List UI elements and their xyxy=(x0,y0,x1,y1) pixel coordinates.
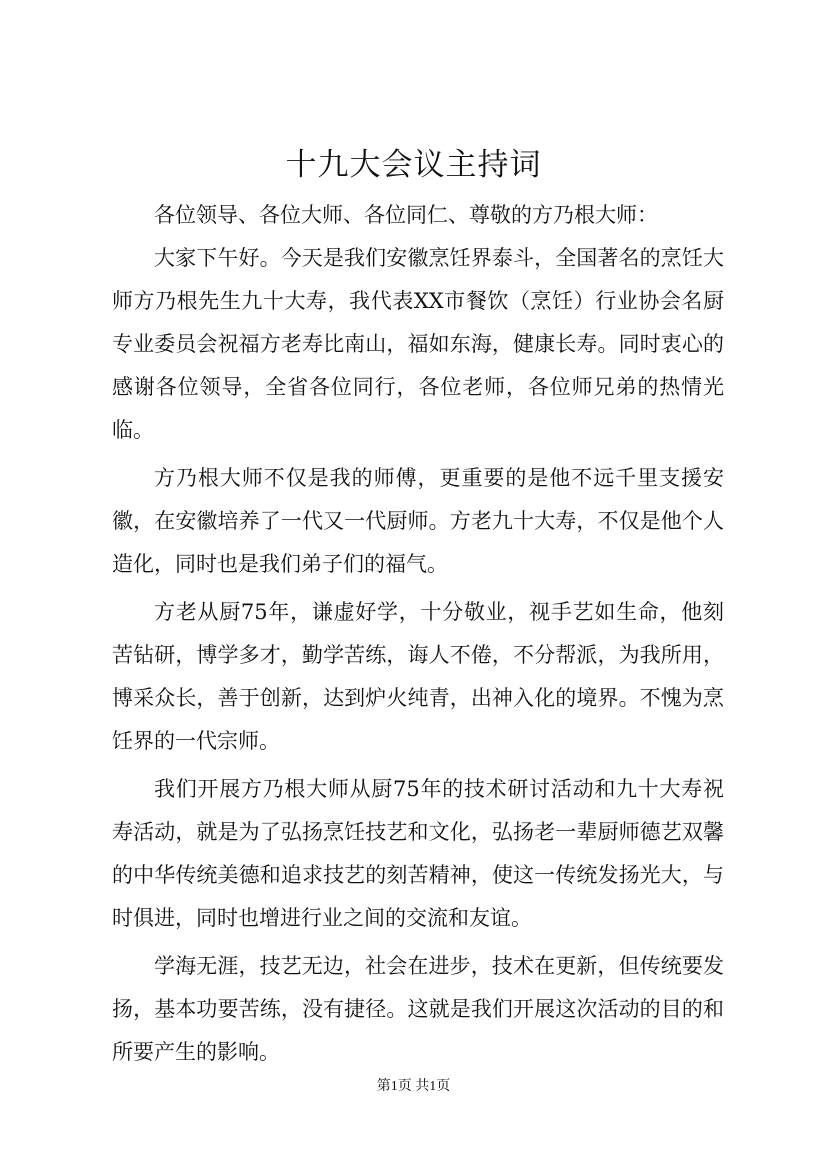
body-paragraph: 学海无涯，技艺无边，社会在进步，技术在更新，但传统要发扬，基本功要苦练，没有捷径。这就是我们开展这次活动的目的和所要产生的影响。 xyxy=(112,954,724,1064)
body-paragraph: 方老从厨75年，谦虚好学，十分敬业，视手艺如生命，他刻苦钻研，博学多才，勤学苦练，诲人不倦，不分帮派，为我所用，博采众长，善于创新，达到炉火纯青，出神入化的境界。不愧为烹饪界的一代宗师。 xyxy=(112,600,724,753)
document-body xyxy=(112,194,724,1074)
body-paragraph: 我们开展方乃根大师从厨75年的技术研讨活动和九十大寿祝寿活动，就是为了弘扬烹饪技艺和文化，弘扬老一辈厨师德艺双馨的中华传统美德和追求技艺的刻苦精神，使这一传统发扬光大，与时俱进，同时也增进行业之间的交流和友谊。 xyxy=(112,777,724,930)
page-footer: 第1页 共1页 xyxy=(376,1079,451,1094)
document-title: 十九大会议主持词 xyxy=(285,147,542,183)
body-paragraph: 方乃根大师不仅是我的师傅，更重要的是他不远千里支援安徽，在安徽培养了一代又一代厨师。方老九十大寿，不仅是他个人造化，同时也是我们弟子们的福气。 xyxy=(112,466,724,576)
body-paragraph: 大家下午好。今天是我们安徽烹饪界泰斗，全国著名的烹饪大师方乃根先生九十大寿，我代表XX市餐饮（烹饪）行业协会名厨专业委员会祝福方老寿比南山，福如东海，健康长寿。同时衷心的感谢各位领导，全省各位同行，各位老师，各位师兄弟的热情光临。 xyxy=(112,246,724,442)
salutation-paragraph: 各位领导、各位大师、各位同仁、尊敬的方乃根大师： xyxy=(154,203,658,227)
